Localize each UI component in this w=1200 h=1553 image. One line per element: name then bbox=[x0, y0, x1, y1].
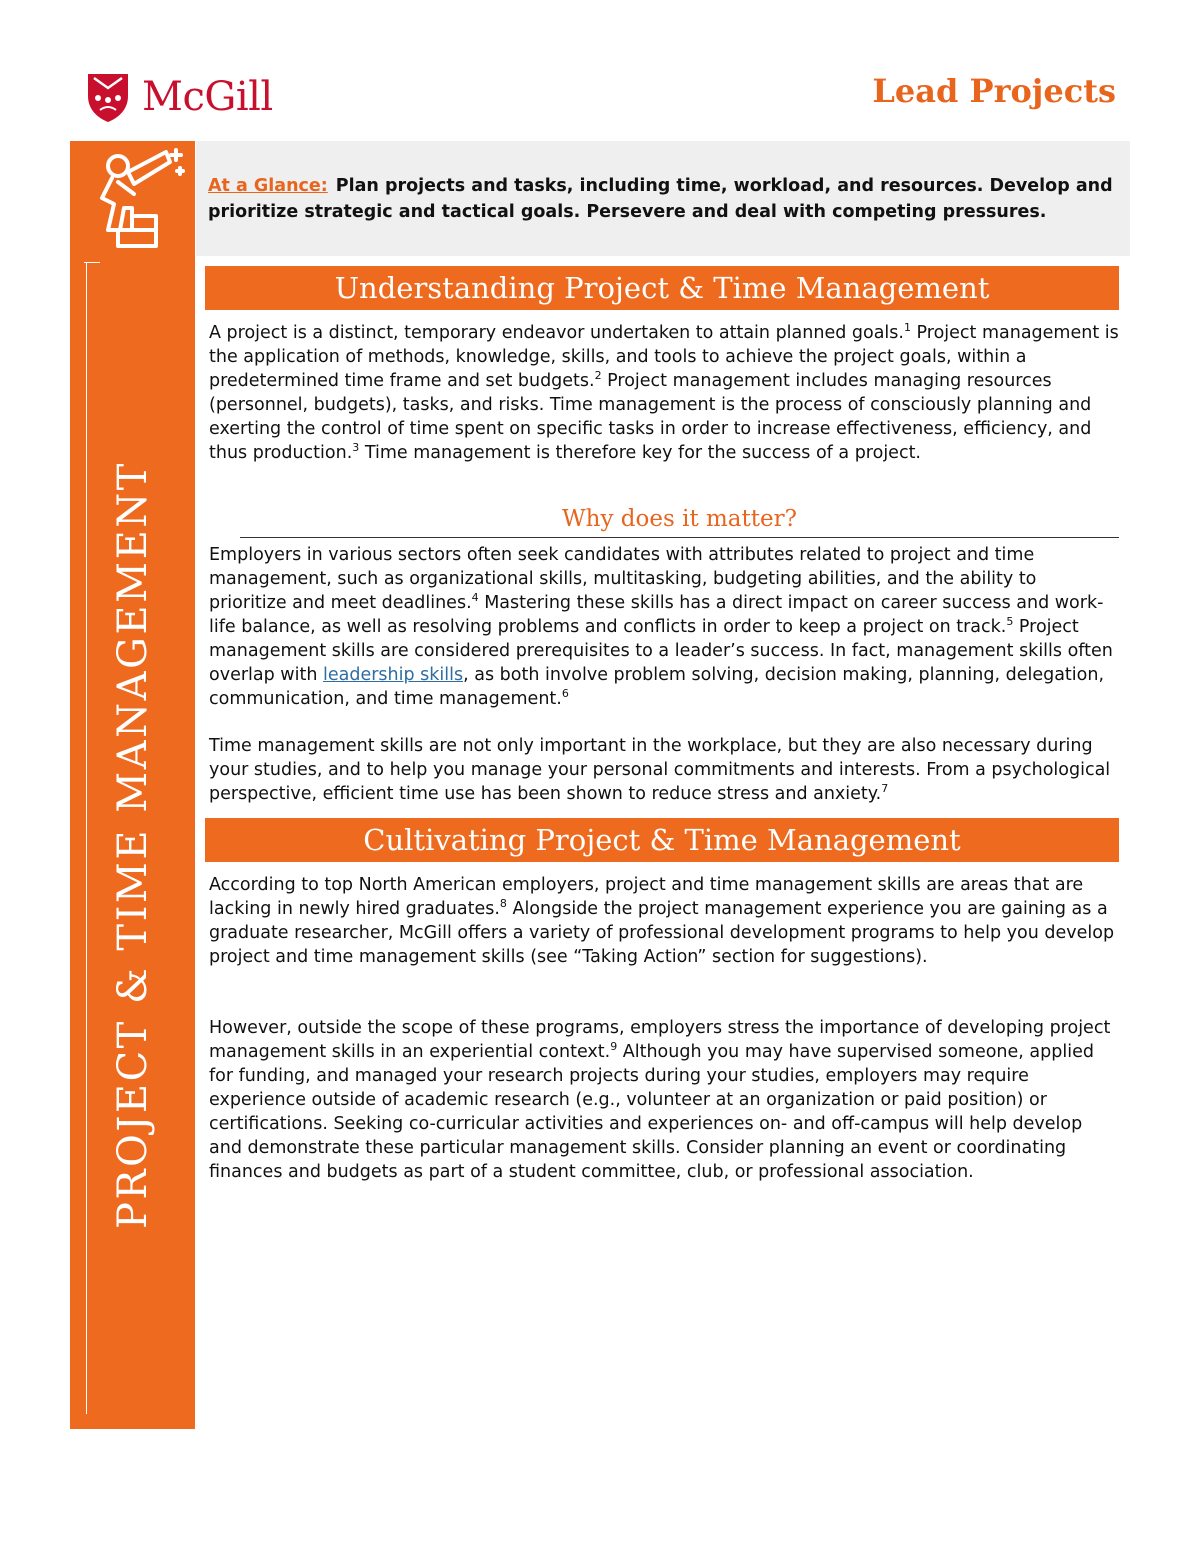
paragraph-text: A project is a distinct, temporary endeavor undertaken to attain planned goals. bbox=[209, 323, 904, 343]
footnote-ref: 3 bbox=[352, 441, 360, 455]
paragraph-text: However, outside the scope of these programs, employers stress the importance of developing project management skills in an experiential context. bbox=[209, 1018, 1111, 1062]
sidebar-divider bbox=[86, 262, 87, 1414]
subheading-why-it-matters bbox=[240, 504, 1119, 538]
paragraph-project-definition bbox=[209, 321, 1119, 465]
paragraph-text: Alongside the project management experience you are gaining as a graduate researcher, McGill offers a variety of professional development programs to help you develop project and time management skills (see “Taking Action” section for suggestions). bbox=[209, 899, 1115, 967]
mcgill-crest-icon bbox=[84, 70, 132, 124]
paragraph-experiential-context bbox=[209, 1016, 1119, 1184]
paragraph-text: Project management is the application of methods, knowledge, skills, and tools to achieve the project goals, within a predetermined time frame and set budgets. bbox=[209, 323, 1119, 391]
paragraph-north-american-employers bbox=[209, 873, 1119, 969]
footnote-ref: 8 bbox=[499, 897, 507, 911]
section-heading-cultivating: Cultivating Project & Time Management bbox=[205, 818, 1119, 862]
glance-paragraph bbox=[208, 173, 1120, 225]
paragraph-text: Project management includes managing resources (personnel, budgets), tasks, and risks. Time management is the process of consciously planning and exerting the control of time spent on specific tasks in order to increase effectiveness, efficiency, and thus production. bbox=[209, 371, 1092, 463]
paragraph-text: Time management skills are not only important in the workplace, but they are also necessary during your studies, and to help you manage your personal commitments and interests. From a psychological perspective, efficient time use has been shown to reduce stress and anxiety. bbox=[209, 736, 1111, 804]
paragraph-employers bbox=[209, 543, 1119, 711]
footnote-ref: 2 bbox=[594, 369, 602, 383]
paragraph-text: Mastering these skills has a direct impact on career success and work-life balance, as well as resolving problems and conflicts in order to keep a project on track. bbox=[209, 593, 1104, 637]
footnote-ref: 5 bbox=[1006, 615, 1014, 629]
at-a-glance-box bbox=[196, 141, 1130, 256]
paragraph-time-management-studies bbox=[209, 734, 1119, 806]
mcgill-logo bbox=[84, 70, 273, 124]
footnote-ref: 1 bbox=[903, 321, 911, 335]
glance-text: Plan projects and tasks, including time, workload, and resources. Develop and prioritize strategic and tactical goals. Persevere and deal with competing pressures. bbox=[208, 176, 1113, 222]
paragraph-text: Time management is therefore key for the success of a project. bbox=[359, 443, 921, 463]
paragraph-text: Employers in various sectors often seek candidates with attributes related to project and time management, such as organizational skills, multitasking, budgeting abilities, and the ability to prioritize and meet deadlines. bbox=[209, 545, 1037, 613]
subheading-text: Why does it matter? bbox=[562, 506, 797, 532]
paragraph-text: According to top North American employers, project and time management skills are areas that are lacking in newly hired graduates. bbox=[209, 875, 1084, 919]
section-heading-understanding: Understanding Project & Time Management bbox=[205, 266, 1119, 310]
footnote-ref: 7 bbox=[881, 782, 889, 796]
footnote-ref: 9 bbox=[610, 1040, 618, 1054]
paragraph-text: Project management skills are considered prerequisites to a leader’s success. In fact, management skills often overlap with bbox=[209, 617, 1113, 685]
document-category: Lead Projects bbox=[872, 72, 1116, 110]
leadership-skills-link[interactable]: leadership skills bbox=[322, 665, 464, 685]
paragraph-text: , as both involve problem solving, decision making, planning, delegation, communication, and time management. bbox=[209, 665, 1105, 709]
footnote-ref: 4 bbox=[471, 591, 479, 605]
paragraph-text: Although you may have supervised someone, applied for funding, and managed your research projects during your studies, employers may require experience outside of academic research (e.g., volunteer at an organization or paid position) or certifications. Seeking co-curricular activities and experiences on- and off-campus will help develop and demonstrate these particular management skills. Consider planning an event or coordinating finances and budgets as part of a student committee, club, or professional association. bbox=[209, 1042, 1094, 1182]
logo-wordmark: McGill bbox=[142, 74, 273, 120]
person-telescope-icon bbox=[88, 142, 188, 252]
footnote-ref: 6 bbox=[561, 687, 569, 701]
glance-label: At a Glance: bbox=[208, 176, 328, 196]
sidebar-title: PROJECT & TIME MANAGEMENT bbox=[110, 461, 156, 1229]
